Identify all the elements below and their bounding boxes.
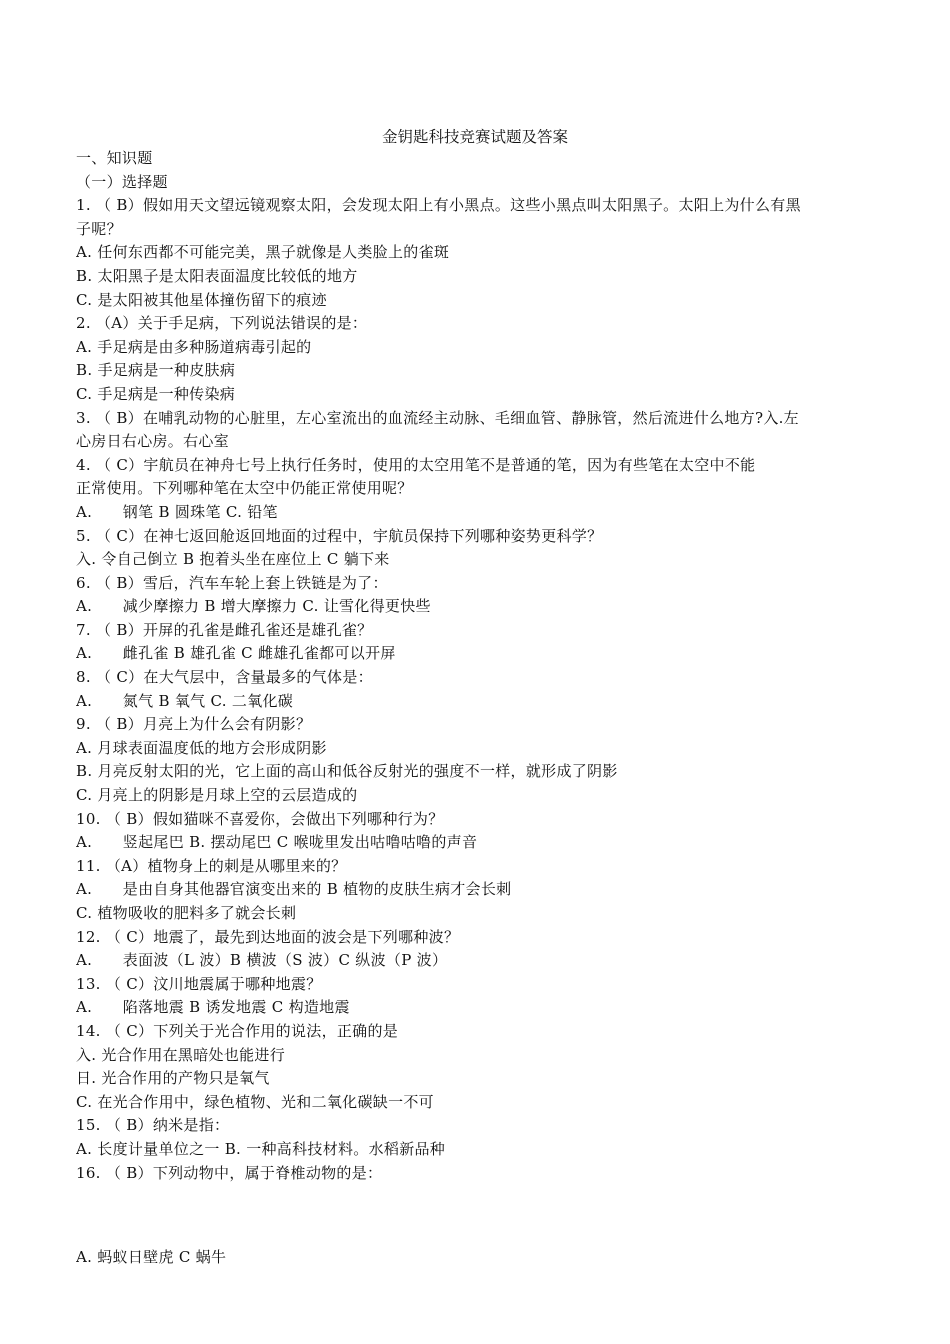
text-line: A. 氮气 B 氧气 C. 二氧化碳 — [76, 691, 294, 710]
text-line: A. 手足病是由多种肠道病毒引起的 — [76, 337, 312, 356]
text-line: A. 月球表面温度低的地方会形成阴影 — [76, 738, 327, 757]
text-line: A. 任何东西都不可能完美，黑子就像是人类脸上的雀斑 — [76, 243, 450, 262]
text-line: 15. （ B）纳米是指： — [76, 1116, 230, 1135]
text-line: A. 竖起尾巴 B. 摆动尾巴 C 喉咙里发出咕噜咕噜的声音 — [76, 833, 478, 852]
text-line: 日. 光合作用的产物只是氧气 — [76, 1069, 270, 1088]
text-line: 1. （ B）假如用天文望远镜观察太阳，会发现太阳上有小黑点。这些小黑点叫太阳黑子。太阳上为什么有黑 — [76, 196, 801, 215]
text-line: 11. （A）植物身上的刺是从哪里来的？ — [76, 856, 347, 875]
text-line: 8. （ C）在大气层中，含量最多的气体是： — [76, 668, 373, 687]
text-line: A. 长度计量单位之一 B. 一种高科技材料。水稻新品种 — [76, 1139, 446, 1158]
document-title: 金钥匙科技竞赛试题及答案 — [381, 128, 568, 146]
text-line: 14. （ C）下列关于光合作用的说法，正确的是 — [76, 1021, 399, 1040]
text-line: C. 植物吸收的肥料多了就会长刺 — [76, 904, 297, 922]
text-line: 10. （ B）假如猫咪不喜爱你，会做出下列哪种行为？ — [76, 809, 444, 828]
text-line: 4. （ C）宇航员在神舟七号上执行任务时，使用的太空用笔不是普通的笔，因为有些笔在太空中不能 — [76, 455, 756, 474]
text-line: A. 陷落地震 B 诱发地震 C 构造地震 — [76, 998, 350, 1017]
text-line: C. 月亮上的阴影是月球上空的云层造成的 — [76, 786, 358, 805]
text-line: B. 手足病是一种皮肤病 — [76, 361, 236, 380]
text-line: 6. （ B）雪后，汽车车轮上套上铁链是为了： — [76, 573, 388, 592]
text-line: C. 手足病是一种传染病 — [76, 384, 236, 403]
text-line: A. 是由自身其他器官演变出来的 B 植物的皮肤生病才会长刺 — [76, 880, 512, 899]
text-line: B. 月亮反射太阳的光，它上面的高山和低谷反射光的强度不一样，就形成了阴影 — [76, 762, 618, 781]
text-line: A. 减少摩擦力 B 增大摩擦力 C. 让雪化得更快些 — [76, 597, 431, 616]
text-line: 12. （ C）地震了，最先到达地面的波会是下列哪种波？ — [76, 927, 460, 946]
text-line: 一、知识题 — [76, 149, 153, 167]
text-line: 13. （ C）汶川地震属于哪种地震？ — [76, 974, 322, 993]
text-line: 心房日右心房。右心室 — [76, 432, 230, 451]
text-line: 2. （A）关于手足病，下列说法错误的是： — [76, 314, 368, 333]
text-line: C. 是太阳被其他星体撞伤留下的痕迹 — [76, 290, 327, 309]
text-line: 3. （ B）在哺乳动物的心脏里，左心室流出的血流经主动脉、毛细血管、静脉管，然后流进什么地方?入.左 — [76, 408, 799, 427]
question-body — [76, 147, 881, 1270]
text-line: B. 太阳黑子是太阳表面温度比较低的地方 — [76, 266, 358, 285]
blank-space — [76, 1185, 881, 1246]
text-line: A. 表面波（L 波）B 横波（S 波）C 纵波（P 波） — [76, 951, 448, 970]
text-line: C. 在光合作用中，绿色植物、光和二氧化碳缺一不可 — [76, 1092, 434, 1111]
text-line: A. 蚂蚁日壁虎 C 蜗牛 — [76, 1248, 227, 1267]
text-line: 子呢？ — [76, 219, 122, 238]
text-line: 5. （ C）在神七返回舱返回地面的过程中，宇航员保持下列哪种姿势更科学？ — [76, 526, 603, 545]
text-line: 正常使用。下列哪种笔在太空中仍能正常使用呢？ — [76, 479, 413, 498]
text-line: 入. 光合作用在黑暗处也能进行 — [76, 1045, 286, 1064]
text-line: （一）选择题 — [76, 172, 168, 191]
text-line: 9. （ B）月亮上为什么会有阴影？ — [76, 715, 312, 734]
text-line: 7. （ B）开屏的孔雀是雌孔雀还是雄孔雀？ — [76, 620, 373, 639]
text-line: A. 钢笔 B 圆珠笔 C. 铅笔 — [76, 502, 278, 521]
text-line: 16. （ B）下列动物中，属于脊椎动物的是： — [76, 1163, 383, 1182]
text-line: A. 雌孔雀 B 雄孔雀 C 雌雄孔雀都可以开屏 — [76, 644, 396, 663]
text-line: 入. 令自己倒立 B 抱着头坐在座位上 C 躺下来 — [76, 550, 390, 569]
